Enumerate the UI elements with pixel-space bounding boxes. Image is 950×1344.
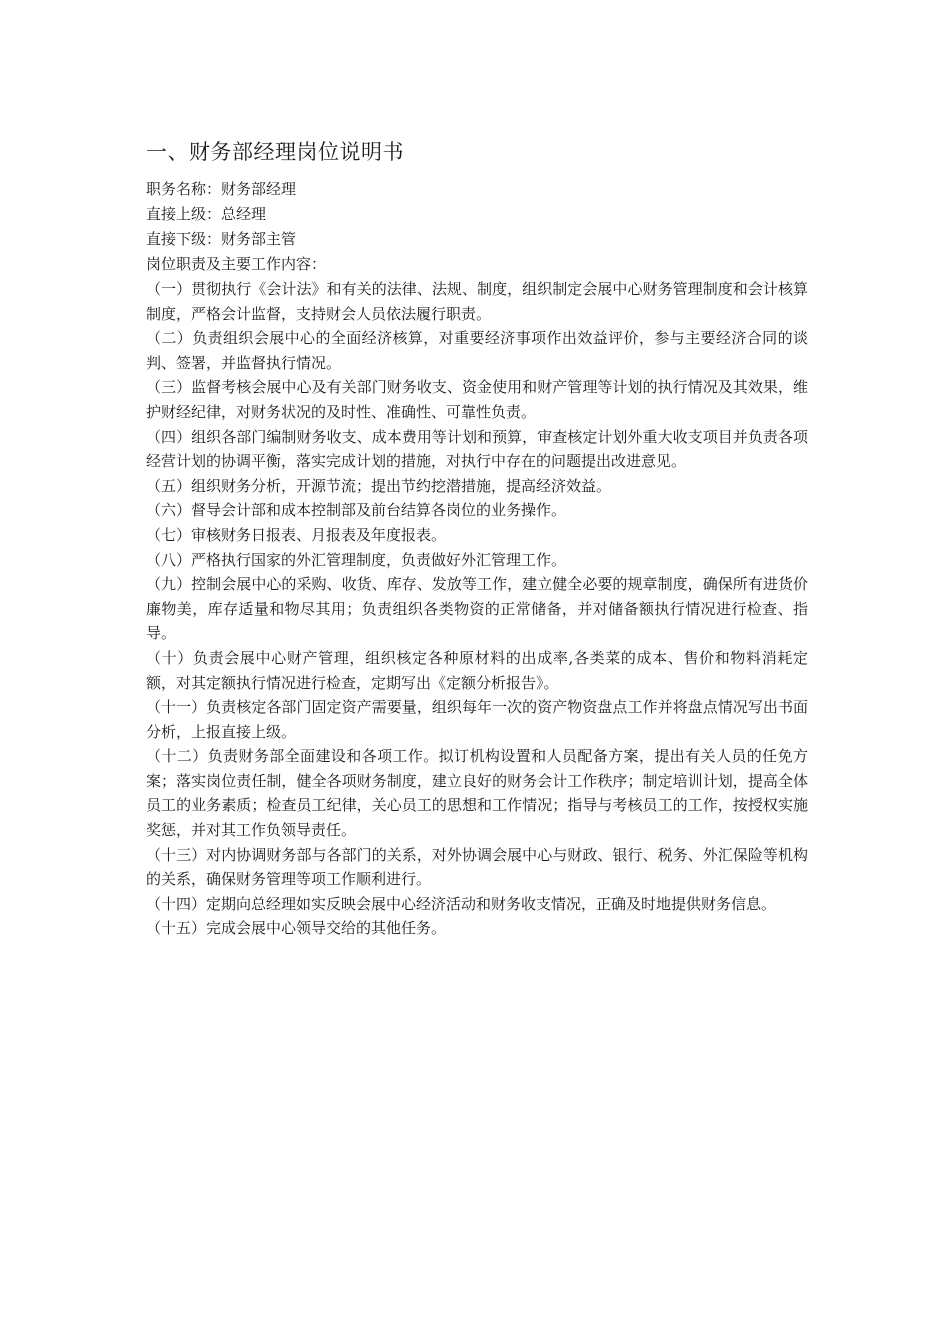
duty-item-1: （一）贯彻执行《会计法》和有关的法律、法规、制度，组织制定会展中心财务管理制度和会计核算制度，严格会计监督，支持财会人员依法履行职责。: [146, 280, 808, 323]
direct-subordinate-line: 直接下级：财务部主管: [146, 230, 297, 248]
duty-item-11: （十一）负责核定各部门固定资产需要量，组织每年一次的资产物资盘点工作并将盘点情况写出书面分析，上报直接上级。: [146, 698, 808, 741]
duty-item-6: （六）督导会计部和成本控制部及前台结算各岗位的业务操作。: [146, 501, 567, 520]
duties-heading: 岗位职责及主要工作内容：: [146, 255, 327, 273]
job-title-line: 职务名称：财务部经理: [146, 180, 297, 198]
duty-item-3: （三）监督考核会展中心及有关部门财务收支、资金使用和财产管理等计划的执行情况及其效果，维护财经纪律，对财务状况的及时性、准确性、可靠性负责。: [146, 378, 808, 421]
direct-superior-line: 直接上级：总经理: [146, 205, 267, 223]
duty-item-8: （八）严格执行国家的外汇管理制度，负责做好外汇管理工作。: [146, 550, 567, 569]
duty-item-13: （十三）对内协调财务部与各部门的关系，对外协调会展中心与财政、银行、税务、外汇保险等机构的关系，确保财务管理等项工作顺利进行。: [146, 845, 808, 889]
duty-item-12: （十二）负责财务部全面建设和各项工作。拟订机构设置和人员配备方案，提出有关人员的任免方案；落实岗位责任制，健全各项财务制度，建立良好的财务会计工作秩序；制定培训计划，提高全体员工的业务素质；检查员工纪律，关心员工的思想和工作情况；指导与考核员工的工作，按授权实施奖惩，并对其工作负领导责任。: [146, 747, 808, 840]
duty-item-7: （七）审核财务日报表、月报表及年度报表。: [146, 525, 447, 544]
duty-item-5: （五）组织财务分析，开源节流；提出节约挖潜措施，提高经济效益。: [146, 476, 612, 495]
duty-item-4: （四）组织各部门编制财务收支、成本费用等计划和预算，审查核定计划外重大收支项目并负责各项经营计划的协调平衡，落实完成计划的措施，对执行中存在的问题提出改进意见。: [146, 427, 808, 471]
duty-item-9: （九）控制会展中心的采购、收货、库存、发放等工作，建立健全必要的规章制度，确保所有进货价廉物美，库存适量和物尽其用；负责组织各类物资的正常储备，并对储备额执行情况进行检查、指导。: [146, 575, 808, 643]
duty-item-15: （十五）完成会展中心领导交给的其他任务。: [146, 919, 447, 938]
document-title: 一、财务部经理岗位说明书: [146, 140, 404, 164]
duty-item-2: （二）负责组织会展中心的全面经济核算，对重要经济事项作出效益评价，参与主要经济合同的谈判、签署，并监督执行情况。: [146, 329, 808, 372]
duty-item-14: （十四）定期向总经理如实反映会展中心经济活动和财务收支情况，正确及时地提供财务信息。: [146, 894, 777, 913]
duty-item-10: （十）负责会展中心财产管理，组织核定各种原材料的出成率,各类菜的成本、售价和物料消耗定额，对其定额执行情况进行检查，定期写出《定额分析报告》。: [146, 648, 808, 692]
document-body: [146, 137, 808, 941]
